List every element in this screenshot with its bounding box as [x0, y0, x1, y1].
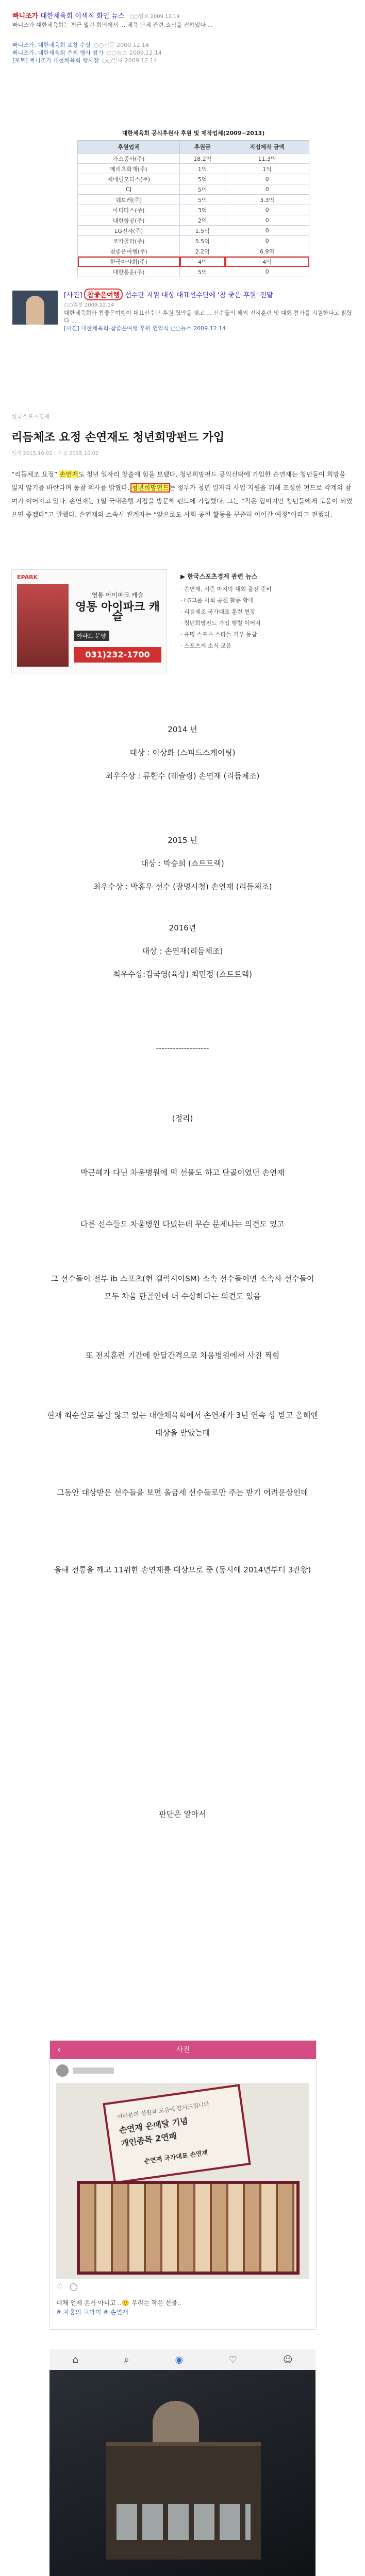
table-cell: 0 — [225, 236, 309, 246]
table-row — [78, 195, 309, 205]
counter-desk — [106, 2442, 261, 2560]
award-line: 최우수상 : 박홍우 선수 (광명시청) 손연재 (리듬체조) — [93, 882, 272, 891]
award-line: 대상 : 이상화 (스피드스케이팅) — [129, 748, 236, 757]
related-news-item[interactable]: · 유명 스포츠 스타들 기부 동참 — [180, 631, 257, 638]
table-cell: 대한통운(주) — [78, 267, 180, 277]
news-thumbnail[interactable] — [12, 291, 58, 325]
table-cell: 5억 — [180, 195, 225, 205]
advertisement[interactable] — [11, 569, 167, 673]
table-cell: 1억 — [180, 164, 225, 174]
table-cell: 0 — [225, 226, 309, 236]
sns-caption: 대체 언제 온거 아니고 ..🙂 우리는 작은 선물.. # 차움의 고마미 # 손연재 — [56, 2299, 181, 2316]
lid-small-text: 여러분의 성원과 도움에 감사드립니다 — [117, 2100, 210, 2121]
table-cell: 2억 — [180, 215, 225, 226]
table-row — [78, 236, 309, 246]
news-related-list — [12, 41, 353, 64]
summary-line: 또 전지훈련 기간에 한달간격으로 차움병원에서 사진 찍힘 — [85, 1351, 280, 1360]
back-icon[interactable]: ‹ — [57, 2044, 61, 2055]
comment-icon[interactable]: ◯ — [69, 2283, 78, 2291]
table-header: 후원업체 — [78, 141, 180, 154]
camera-icon[interactable]: ◉ — [175, 2354, 184, 2365]
award-year-2015: 2015 년 — [168, 836, 197, 845]
sponsor-table — [77, 140, 309, 277]
news-title-prefix[interactable]: [사진] — [64, 292, 82, 299]
table-row — [78, 215, 309, 226]
summary-line: 올해 전통을 깨고 11위한 손연재를 대상으로 줌 (동시에 2014년부터 3관왕) — [54, 1565, 311, 1574]
table-cell: 5억 — [180, 184, 225, 195]
related-news-item[interactable]: · 청년희망펀드 가입 행렬 이어져 — [180, 620, 261, 626]
table-cell: 제네럴모터스(주) — [78, 174, 180, 184]
heart-icon[interactable]: ♡ — [56, 2283, 63, 2291]
ad-image — [17, 584, 69, 667]
related-link[interactable]: [포토] 빠니조가 대한체육회 행사장 ○○일보 2009.12.14 — [12, 57, 157, 64]
ad-phone[interactable]: 031)232-1700 — [74, 647, 161, 663]
summary-line: 그동안 대상받은 선수들을 보면 올금세 선수들로만 주는 받기 어려운상인데 — [57, 1488, 308, 1497]
table-cell: 5.5억 — [180, 236, 225, 246]
award-year-2016: 2016년 — [169, 923, 196, 933]
article-title: 리듬체조 요정 손연재도 청년희망펀드 가입 — [11, 431, 225, 444]
jars — [117, 2504, 251, 2540]
table-row — [78, 154, 309, 164]
table-row — [78, 226, 309, 236]
summary-line: 다른 선수들도 차움병원 다녔는데 무슨 문제냐는 의견도 있고 — [80, 1219, 285, 1229]
table-cell: 쉐보레(주) — [78, 195, 180, 205]
award-year-2014: 2014 년 — [168, 725, 197, 734]
table-row — [78, 164, 309, 174]
lid-text: 개인종목 2연패 — [120, 2131, 178, 2149]
table-cell: 0 — [225, 215, 309, 226]
table-header: 후원금 — [180, 141, 225, 154]
summary-closing: 판단은 알아서 — [159, 1809, 206, 1819]
table-cell: LG전자(주) — [78, 226, 180, 236]
related-link[interactable]: 빠니조가, 대한체육회 표창 수상 ○○신문 2009.12.14 — [12, 42, 150, 48]
table-cell: 0 — [225, 267, 309, 277]
article-body: “리듬체조 요정” 손연재도 청년 일자리 창출에 힘을 보탰다. 청년희망펀드 공익신탁에 가입한 손연재는 청년들이 희망을 잃지 않기를 바란다며 동참 의사를 밝혔다. 청년희망펀드는 정부가 청년 일자리 사업 지원을 위해 조성한 펀드로 각계의 참여가 이어지고 있다. 손연재는 1일 국내은행 지점을 방문해 펀드에 가입했다. 그는 “작은 힘이지만 청년들에게 도움이 되었으면 좋겠다”고 말했다. 손연재의 소속사 관계자는 “앞으로도 사회 공헌 활동을 꾸준히 이어갈 예정”이라고 전했다. — [11, 470, 353, 518]
summary-heading: (정리) — [172, 1114, 193, 1123]
avatar[interactable] — [56, 2064, 69, 2077]
table-row — [78, 246, 309, 257]
news-snippet: 빠니조가 대한체육회는 최근 열린 회의에서 ... 체육 단체 관련 소식을 전하였다 ... — [12, 22, 213, 28]
table-cell: 3.3억 — [225, 195, 309, 205]
related-link[interactable]: [사진] 대한체육회-참좋은여행 후원 협약식 ○○뉴스 2009.12.14 — [64, 325, 226, 332]
table-cell: 0 — [225, 205, 309, 215]
rice-cake-box — [77, 2181, 300, 2275]
article-source: 한국스포츠경제 — [11, 413, 50, 420]
divider: ------------------- — [156, 1043, 209, 1053]
search-icon[interactable]: ⌕ — [124, 2354, 129, 2365]
sns-user[interactable] — [56, 2064, 309, 2078]
lid-text: 손연재 은메달 기념 — [118, 2115, 189, 2136]
table-cell: 4억 — [180, 257, 225, 267]
news-result-1[interactable] — [12, 10, 353, 37]
highlight-name: 손연재 — [59, 470, 78, 478]
related-news-title: ▶ 한국스포츠경제 관련 뉴스 — [180, 573, 258, 580]
summary-line: 박근혜가 다닌 차움병원에 떡 선물도 하고 단골이였던 손연재 — [80, 1168, 285, 1177]
sns-screenshot-1 — [49, 2040, 317, 2330]
sns-photo[interactable] — [56, 2083, 309, 2279]
table-header: 직접제작 금액 — [225, 141, 309, 154]
table-cell: 메리츠화재(주) — [78, 164, 180, 174]
table-cell: 한국마사회(주) — [78, 257, 180, 267]
profile-icon[interactable]: ☺ — [283, 2354, 293, 2365]
table-cell: 대한항공(주) — [78, 215, 180, 226]
award-line: 대상 : 손연재(리듬체조) — [142, 946, 223, 956]
news-meta: ○○일보 2009.12.14 — [129, 14, 180, 20]
award-line: 최우수상 : 류한수 (레슬링) 손연재 (리듬체조) — [105, 771, 260, 781]
table-row — [78, 257, 309, 267]
table-cell: CJ — [78, 184, 180, 195]
table-cell: 18.2억 — [180, 154, 225, 164]
table-cell: 코카콜라(주) — [78, 236, 180, 246]
table-row — [78, 174, 309, 184]
table-cell: 참좋은여행(주) — [78, 246, 180, 257]
related-news — [180, 572, 351, 652]
person-figure — [26, 296, 44, 325]
related-news-item[interactable]: · 스포츠계 소식 모음 — [180, 642, 231, 649]
heart-icon[interactable]: ♡ — [228, 2354, 238, 2365]
table-cell: 5억 — [180, 267, 225, 277]
summary-line: 현재 최순실로 몸살 앓고 있는 대한체육회에서 손연재가 3년 연속 상 받고 올해엔 대상을 받았는데 — [47, 1411, 318, 1437]
highlight-fund: 청년희망펀드 — [131, 484, 169, 492]
table-cell: 1.5억 — [180, 226, 225, 236]
lid-foot-text: 손연재 국가대표 손연재 — [143, 2149, 208, 2165]
sns-photo[interactable] — [49, 2370, 316, 2576]
ad-brand: EPARK — [17, 574, 38, 581]
table-row — [78, 184, 309, 195]
related-news-item[interactable]: · 리듬체조 국가대표 훈련 현장 — [180, 608, 255, 615]
table-cell: 3억 — [180, 205, 225, 215]
table-cell: 2.2억 — [180, 246, 225, 257]
article-date: 입력 2015.10.02 | 수정 2015.10.02 — [11, 451, 99, 456]
related-link[interactable]: 빠니조가, 대한체육회 주최 행사 참가 ○○뉴스 2009.12.14 — [12, 49, 162, 56]
table-row — [78, 205, 309, 215]
blurred-username — [73, 2067, 114, 2074]
sns-actions — [56, 2283, 309, 2293]
table-cell: 11.3억 — [225, 154, 309, 164]
sns-tab-bar — [49, 2349, 316, 2370]
award-line: 대상 : 박승희 (쇼트트랙) — [141, 859, 224, 868]
sns-title-bar: ‹ 사진 — [50, 2041, 316, 2059]
table-cell: 6.9억 — [225, 246, 309, 257]
table-cell: 1억 — [225, 164, 309, 174]
table-cell: 5억 — [180, 174, 225, 184]
table-cell: 0 — [225, 174, 309, 184]
home-icon[interactable]: ⌂ — [72, 2354, 78, 2365]
table-row — [78, 267, 309, 277]
ad-copy: 영통 아이파크 캐슬 영통 아이파크 캐슬 — [75, 591, 160, 623]
table-cell: 4억 — [225, 257, 309, 267]
summary-line: 그 선수들이 전부 ib 스포츠(현 갤럭시아SM) 소속 선수들이면 소속사 선수들이 모두 차움 단골인데 더 수상하다는 의견도 있음 — [51, 1274, 314, 1301]
related-news-item[interactable]: · 손연재, 시즌 마지막 대회 출전 준비 — [180, 586, 272, 592]
table-cell: 가스공사(주) — [78, 154, 180, 164]
sponsor-table-section — [77, 129, 309, 277]
ad-tag: 아파트 분양 — [74, 631, 109, 641]
article — [11, 412, 354, 521]
sns-screenshot-2 — [49, 2349, 316, 2576]
news-snippet: 대한체육회와 참좋은여행이 대표선수단 후원 협약을 맺고 ... 선수들의 해외 전지훈련 및 대회 참가를 지원한다고 밝혔다 ... — [64, 310, 352, 324]
related-news-item[interactable]: · LG그룹 사회 공헌 활동 확대 — [180, 597, 254, 604]
table-cell: 0 — [225, 184, 309, 195]
news-title[interactable]: 대한체육회 이색적 화인 뉴스 — [40, 12, 125, 20]
news-title-circled[interactable]: 참좋은여행 — [84, 289, 123, 300]
table-cell: 아디다스(주) — [78, 205, 180, 215]
news-meta: ○○일보 2009.12.14 — [64, 302, 114, 308]
gift-box-lid — [103, 2084, 251, 2184]
news-title-highlight[interactable]: 빠니조가 — [12, 12, 39, 20]
news-title[interactable]: 선수단 지원 대상 대표선수단에 '참 좋은 후원' 전달 — [125, 292, 273, 299]
award-line: 최우수상:김국영(육상) 최민정 (쇼트트랙) — [113, 970, 252, 979]
table-caption: 대한체육회 공식후원사 후원 및 제작업체(2009~2013) — [122, 130, 265, 137]
